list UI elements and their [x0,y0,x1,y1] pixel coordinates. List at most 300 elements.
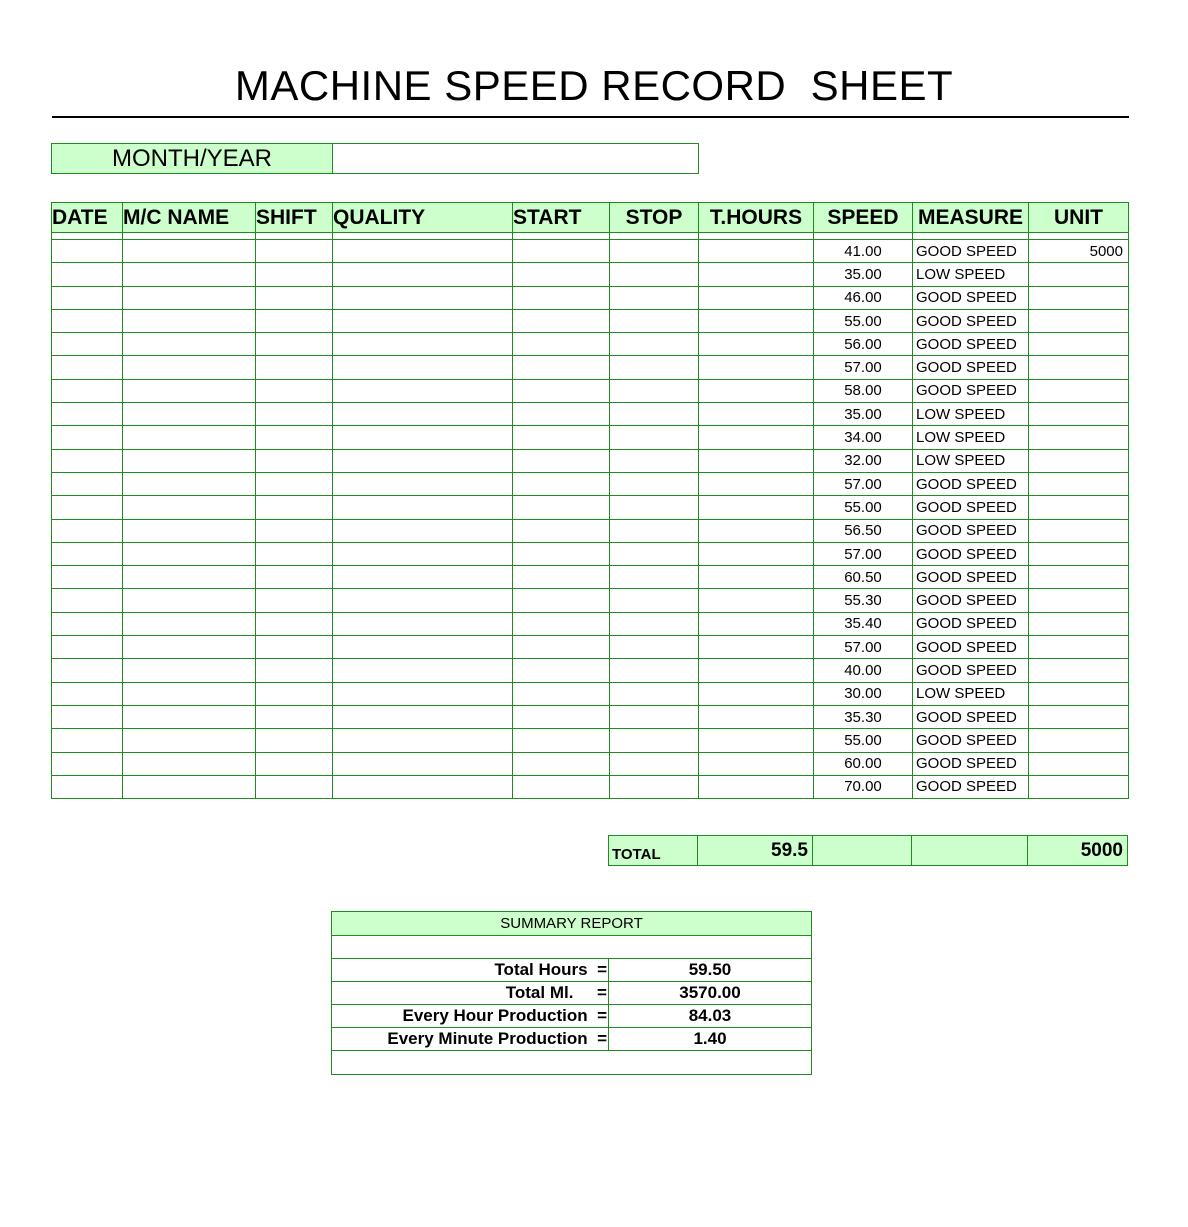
t-hours-cell[interactable] [699,682,814,705]
total-measure-cell [912,836,1028,866]
t-hours-cell[interactable] [699,519,814,542]
mc-name-cell[interactable] [123,309,256,332]
t-hours-cell[interactable] [699,752,814,775]
summary-report [331,911,812,1075]
speed-cell[interactable]: 70.00 [814,775,913,798]
mc-name-cell[interactable] [123,449,256,472]
stop-cell[interactable] [610,449,699,472]
month-year-label: MONTH/YEAR [52,144,333,174]
summary-label-minute-production: Every Minute Production = [332,1028,609,1051]
measure-cell[interactable]: LOW SPEED [913,263,1029,286]
mc-name-cell[interactable] [123,263,256,286]
t-hours-cell[interactable] [699,263,814,286]
t-hours-cell[interactable] [699,286,814,309]
table-row [52,403,1129,426]
speed-cell[interactable]: 55.00 [814,309,913,332]
quality-cell[interactable] [333,519,513,542]
mc-name-cell[interactable] [123,659,256,682]
stop-cell[interactable] [610,612,699,635]
date-cell[interactable] [52,705,123,728]
table-row [52,472,1129,495]
date-cell[interactable] [52,589,123,612]
measure-cell[interactable]: GOOD SPEED [913,309,1029,332]
quality-cell[interactable] [333,636,513,659]
unit-cell[interactable] [1029,472,1129,495]
date-cell[interactable] [52,263,123,286]
shift-cell[interactable] [256,705,333,728]
mc-name-cell[interactable] [123,286,256,309]
shift-cell[interactable] [256,752,333,775]
month-year-input[interactable] [333,144,699,174]
table-row [52,752,1129,775]
start-cell[interactable] [513,566,610,589]
table-row [52,636,1129,659]
table-row [52,449,1129,472]
measure-cell[interactable]: GOOD SPEED [913,472,1029,495]
date-cell[interactable] [52,519,123,542]
unit-cell[interactable] [1029,775,1129,798]
table-row [52,263,1129,286]
speed-cell[interactable]: 32.00 [814,449,913,472]
t-hours-cell[interactable] [699,729,814,752]
t-hours-cell[interactable] [699,240,814,263]
unit-cell[interactable] [1029,682,1129,705]
stop-cell[interactable] [610,566,699,589]
stop-cell[interactable] [610,472,699,495]
start-cell[interactable] [513,542,610,565]
stop-cell[interactable] [610,379,699,402]
mc-name-cell[interactable] [123,472,256,495]
col-header-t-hours: T.HOURS [699,203,814,233]
stop-cell[interactable] [610,263,699,286]
table-row [52,356,1129,379]
table-row [52,519,1129,542]
summary-row [332,1028,812,1051]
stop-cell[interactable] [610,333,699,356]
col-header-speed: SPEED [814,203,913,233]
quality-cell[interactable] [333,612,513,635]
measure-cell[interactable]: GOOD SPEED [913,519,1029,542]
speed-cell[interactable]: 35.00 [814,403,913,426]
quality-cell[interactable] [333,566,513,589]
mc-name-cell[interactable] [123,752,256,775]
summary-row [332,959,812,982]
start-cell[interactable] [513,636,610,659]
total-label: TOTAL [609,836,698,866]
unit-cell[interactable] [1029,612,1129,635]
start-cell[interactable] [513,589,610,612]
summary-title: SUMMARY REPORT [332,912,812,936]
summary-blank-row [332,1051,812,1075]
speed-cell[interactable]: 35.00 [814,263,913,286]
date-cell[interactable] [52,286,123,309]
speed-cell[interactable]: 56.50 [814,519,913,542]
shift-cell[interactable] [256,612,333,635]
start-cell[interactable] [513,449,610,472]
speed-record-table [51,202,1129,799]
summary-value-hour-production: 84.03 [609,1005,812,1028]
date-cell[interactable] [52,309,123,332]
shift-cell[interactable] [256,472,333,495]
shift-cell[interactable] [256,659,333,682]
measure-cell[interactable]: GOOD SPEED [913,240,1029,263]
mc-name-cell[interactable] [123,612,256,635]
speed-cell[interactable]: 56.00 [814,333,913,356]
unit-cell[interactable] [1029,542,1129,565]
unit-cell[interactable] [1029,636,1129,659]
date-cell[interactable] [52,752,123,775]
total-speed-cell [813,836,912,866]
shift-cell[interactable] [256,589,333,612]
speed-cell[interactable]: 40.00 [814,659,913,682]
col-header-stop: STOP [610,203,699,233]
start-cell[interactable] [513,240,610,263]
shift-cell[interactable] [256,286,333,309]
t-hours-cell[interactable] [699,333,814,356]
speed-cell[interactable]: 30.00 [814,682,913,705]
quality-cell[interactable] [333,682,513,705]
unit-cell[interactable] [1029,286,1129,309]
measure-cell[interactable]: GOOD SPEED [913,379,1029,402]
stop-cell[interactable] [610,519,699,542]
unit-cell[interactable] [1029,659,1129,682]
mc-name-cell[interactable] [123,729,256,752]
mc-name-cell[interactable] [123,636,256,659]
shift-cell[interactable] [256,682,333,705]
quality-cell[interactable] [333,705,513,728]
table-row [52,379,1129,402]
shift-cell[interactable] [256,356,333,379]
total-hours: 59.5 [698,836,813,866]
speed-cell[interactable]: 35.40 [814,612,913,635]
start-cell[interactable] [513,705,610,728]
table-row [52,612,1129,635]
measure-cell[interactable]: GOOD SPEED [913,636,1029,659]
stop-cell[interactable] [610,705,699,728]
header-spacer-row [52,233,1129,240]
unit-cell[interactable] [1029,263,1129,286]
mc-name-cell[interactable] [123,566,256,589]
mc-name-cell[interactable] [123,496,256,519]
table-row [52,542,1129,565]
table-row [52,426,1129,449]
start-cell[interactable] [513,263,610,286]
stop-cell[interactable] [610,496,699,519]
table-row [52,682,1129,705]
quality-cell[interactable] [333,379,513,402]
measure-cell[interactable]: GOOD SPEED [913,356,1029,379]
measure-cell[interactable]: LOW SPEED [913,426,1029,449]
t-hours-cell[interactable] [699,612,814,635]
unit-cell[interactable] [1029,705,1129,728]
table-row [52,496,1129,519]
mc-name-cell[interactable] [123,542,256,565]
mc-name-cell[interactable] [123,379,256,402]
t-hours-cell[interactable] [699,589,814,612]
t-hours-cell[interactable] [699,356,814,379]
t-hours-cell[interactable] [699,496,814,519]
quality-cell[interactable] [333,426,513,449]
shift-cell[interactable] [256,379,333,402]
measure-cell[interactable]: GOOD SPEED [913,496,1029,519]
start-cell[interactable] [513,659,610,682]
stop-cell[interactable] [610,775,699,798]
shift-cell[interactable] [256,636,333,659]
speed-cell[interactable]: 60.00 [814,752,913,775]
speed-cell[interactable]: 60.50 [814,566,913,589]
measure-cell[interactable]: GOOD SPEED [913,333,1029,356]
col-header-shift: SHIFT [256,203,333,233]
date-cell[interactable] [52,682,123,705]
start-cell[interactable] [513,286,610,309]
stop-cell[interactable] [610,286,699,309]
speed-cell[interactable]: 34.00 [814,426,913,449]
table-row [52,705,1129,728]
summary-blank-row [332,936,812,959]
measure-cell[interactable]: GOOD SPEED [913,286,1029,309]
start-cell[interactable] [513,682,610,705]
date-cell[interactable] [52,379,123,402]
summary-value-total-hours: 59.50 [609,959,812,982]
quality-cell[interactable] [333,496,513,519]
t-hours-cell[interactable] [699,705,814,728]
shift-cell[interactable] [256,426,333,449]
t-hours-cell[interactable] [699,472,814,495]
col-header-quality: QUALITY [333,203,513,233]
shift-cell[interactable] [256,333,333,356]
unit-cell[interactable] [1029,566,1129,589]
quality-cell[interactable] [333,356,513,379]
stop-cell[interactable] [610,636,699,659]
mc-name-cell[interactable] [123,705,256,728]
table-row [52,775,1129,798]
measure-cell[interactable]: GOOD SPEED [913,566,1029,589]
quality-cell[interactable] [333,542,513,565]
measure-cell[interactable]: GOOD SPEED [913,612,1029,635]
mc-name-cell[interactable] [123,589,256,612]
start-cell[interactable] [513,309,610,332]
start-cell[interactable] [513,403,610,426]
start-cell[interactable] [513,472,610,495]
mc-name-cell[interactable] [123,519,256,542]
unit-cell[interactable] [1029,403,1129,426]
summary-value-minute-production: 1.40 [609,1028,812,1051]
speed-cell[interactable]: 41.00 [814,240,913,263]
unit-cell[interactable] [1029,519,1129,542]
speed-cell[interactable]: 57.00 [814,542,913,565]
quality-cell[interactable] [333,589,513,612]
start-cell[interactable] [513,426,610,449]
total-units: 5000 [1028,836,1128,866]
shift-cell[interactable] [256,775,333,798]
shift-cell[interactable] [256,309,333,332]
summary-value-total-ml: 3570.00 [609,982,812,1005]
measure-cell[interactable]: LOW SPEED [913,403,1029,426]
unit-cell[interactable] [1029,589,1129,612]
summary-label-total-hours: Total Hours = [332,959,609,982]
table-row [52,240,1129,263]
unit-cell[interactable] [1029,496,1129,519]
table-row [52,566,1129,589]
month-year-box [51,143,699,174]
speed-cell[interactable]: 57.00 [814,472,913,495]
date-cell[interactable] [52,240,123,263]
unit-cell[interactable] [1029,333,1129,356]
t-hours-cell[interactable] [699,775,814,798]
shift-cell[interactable] [256,566,333,589]
stop-cell[interactable] [610,403,699,426]
quality-cell[interactable] [333,449,513,472]
stop-cell[interactable] [610,542,699,565]
t-hours-cell[interactable] [699,449,814,472]
quality-cell[interactable] [333,472,513,495]
t-hours-cell[interactable] [699,309,814,332]
page-title: MACHINE SPEED RECORD SHEET [234,62,954,109]
speed-cell[interactable]: 58.00 [814,379,913,402]
speed-cell[interactable]: 35.30 [814,705,913,728]
measure-cell[interactable]: GOOD SPEED [913,589,1029,612]
measure-cell[interactable]: GOOD SPEED [913,542,1029,565]
shift-cell[interactable] [256,240,333,263]
measure-cell[interactable]: LOW SPEED [913,682,1029,705]
mc-name-cell[interactable] [123,356,256,379]
start-cell[interactable] [513,356,610,379]
quality-cell[interactable] [333,240,513,263]
t-hours-cell[interactable] [699,379,814,402]
table-header-row [52,203,1129,233]
stop-cell[interactable] [610,659,699,682]
summary-row [332,982,812,1005]
t-hours-cell[interactable] [699,566,814,589]
start-cell[interactable] [513,379,610,402]
stop-cell[interactable] [610,682,699,705]
mc-name-cell[interactable] [123,333,256,356]
stop-cell[interactable] [610,589,699,612]
shift-cell[interactable] [256,403,333,426]
mc-name-cell[interactable] [123,682,256,705]
date-cell[interactable] [52,356,123,379]
quality-cell[interactable] [333,309,513,332]
measure-cell[interactable]: GOOD SPEED [913,729,1029,752]
t-hours-cell[interactable] [699,542,814,565]
stop-cell[interactable] [610,729,699,752]
unit-cell[interactable]: 5000 [1029,240,1129,263]
table-row [52,659,1129,682]
quality-cell[interactable] [333,403,513,426]
t-hours-cell[interactable] [699,636,814,659]
start-cell[interactable] [513,752,610,775]
speed-cell[interactable]: 57.00 [814,356,913,379]
unit-cell[interactable] [1029,752,1129,775]
unit-cell[interactable] [1029,449,1129,472]
quality-cell[interactable] [333,752,513,775]
measure-cell[interactable]: LOW SPEED [913,449,1029,472]
speed-cell[interactable]: 55.30 [814,589,913,612]
unit-cell[interactable] [1029,309,1129,332]
stop-cell[interactable] [610,752,699,775]
start-cell[interactable] [513,729,610,752]
start-cell[interactable] [513,519,610,542]
stop-cell[interactable] [610,356,699,379]
start-cell[interactable] [513,612,610,635]
quality-cell[interactable] [333,659,513,682]
start-cell[interactable] [513,496,610,519]
shift-cell[interactable] [256,542,333,565]
date-cell[interactable] [52,472,123,495]
speed-cell[interactable]: 57.00 [814,636,913,659]
col-header-start: START [513,203,610,233]
measure-cell[interactable]: GOOD SPEED [913,775,1029,798]
date-cell[interactable] [52,449,123,472]
speed-cell[interactable]: 46.00 [814,286,913,309]
date-cell[interactable] [52,612,123,635]
stop-cell[interactable] [610,240,699,263]
start-cell[interactable] [513,333,610,356]
date-cell[interactable] [52,775,123,798]
measure-cell[interactable]: GOOD SPEED [913,659,1029,682]
mc-name-cell[interactable] [123,240,256,263]
quality-cell[interactable] [333,286,513,309]
unit-cell[interactable] [1029,426,1129,449]
date-cell[interactable] [52,496,123,519]
mc-name-cell[interactable] [123,426,256,449]
date-cell[interactable] [52,542,123,565]
speed-cell[interactable]: 55.00 [814,729,913,752]
table-row [52,286,1129,309]
col-header-unit: UNIT [1029,203,1129,233]
table-row [52,729,1129,752]
summary-label-hour-production: Every Hour Production = [332,1005,609,1028]
col-header-date: DATE [52,203,123,233]
quality-cell[interactable] [333,333,513,356]
shift-cell[interactable] [256,263,333,286]
col-header-mc-name: M/C NAME [123,203,256,233]
shift-cell[interactable] [256,729,333,752]
mc-name-cell[interactable] [123,403,256,426]
start-cell[interactable] [513,775,610,798]
date-cell[interactable] [52,729,123,752]
quality-cell[interactable] [333,263,513,286]
mc-name-cell[interactable] [123,775,256,798]
shift-cell[interactable] [256,519,333,542]
quality-cell[interactable] [333,729,513,752]
quality-cell[interactable] [333,775,513,798]
t-hours-cell[interactable] [699,426,814,449]
date-cell[interactable] [52,636,123,659]
summary-row [332,1005,812,1028]
unit-cell[interactable] [1029,729,1129,752]
t-hours-cell[interactable] [699,659,814,682]
date-cell[interactable] [52,403,123,426]
shift-cell[interactable] [256,496,333,519]
stop-cell[interactable] [610,426,699,449]
date-cell[interactable] [52,426,123,449]
shift-cell[interactable] [256,449,333,472]
table-row [52,589,1129,612]
date-cell[interactable] [52,659,123,682]
measure-cell[interactable]: GOOD SPEED [913,705,1029,728]
measure-cell[interactable]: GOOD SPEED [913,752,1029,775]
unit-cell[interactable] [1029,356,1129,379]
t-hours-cell[interactable] [699,403,814,426]
date-cell[interactable] [52,566,123,589]
stop-cell[interactable] [610,309,699,332]
date-cell[interactable] [52,333,123,356]
table-row [52,309,1129,332]
speed-cell[interactable]: 55.00 [814,496,913,519]
title-underline [52,116,1129,118]
unit-cell[interactable] [1029,379,1129,402]
